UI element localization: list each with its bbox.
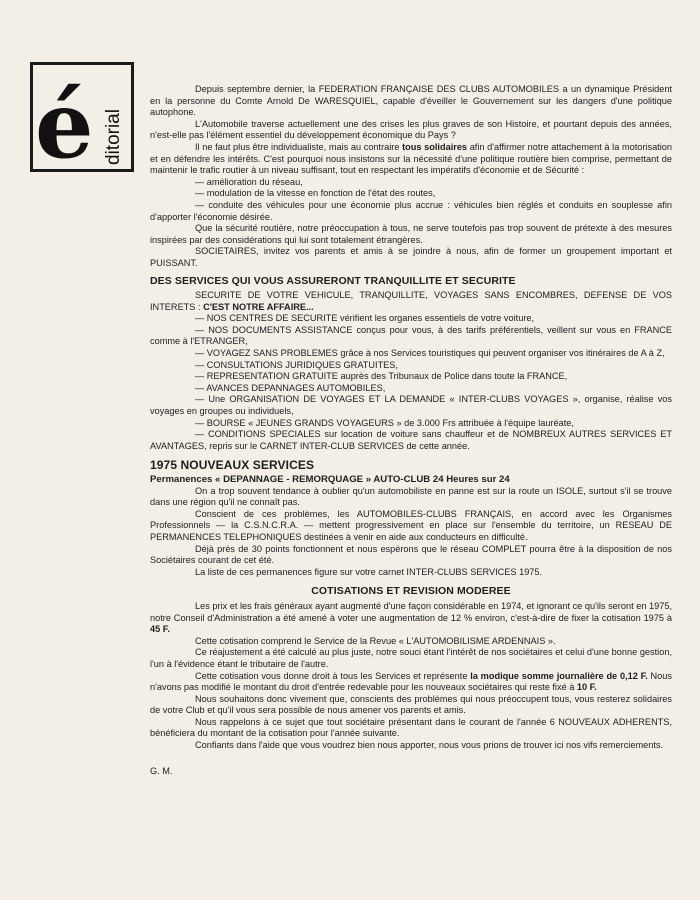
logo-word: ditorial xyxy=(103,109,124,165)
cotisations-paragraph-6: Nous rappelons à ce sujet que tout sociétaire présentant dans le courant de l'année 6 NOUVEAUX ADHERENTS, bénéficiera du montant de la cotisation pour l'année suivante. xyxy=(150,716,672,739)
cotisations-paragraph-1: Les prix et les frais généraux ayant augmenté d'une façon considérable en 1974, et ignorant ce qu'ils seront en 1975, notre Conseil d'Administration a été amené à voter une augmentation de 12 % environ, c'est-à-dire de fixer la cotisation 1975 à 45 F. xyxy=(150,600,672,635)
cotisations-paragraph-5: Nous souhaitons donc vivement que, conscients des problèmes qui nous préoccupent tous, vous resterez solidaires de votre Club et qu'il vous sera possible de nous amener vos parents et amis. xyxy=(150,693,672,716)
service-item: — AVANCES DEPANNAGES AUTOMOBILES, xyxy=(195,382,386,393)
signature: G. M. xyxy=(150,765,173,776)
services-intro: SECURITE DE VOTRE VEHICULE, TRANQUILLITE, VOYAGES SANS ENCOMBRES, DEFENSE DE VOS INTERETS : C'EST NOTRE AFFAIRE... xyxy=(150,290,672,312)
nouveaux-paragraph-4: La liste de ces permanences figure sur votre carnet INTER-CLUBS SERVICES 1975. xyxy=(195,566,543,577)
editorial-logo xyxy=(30,62,134,172)
intro-paragraph-3: Il ne faut plus être individualiste, mais au contraire tous solidaires afin d'affirmer notre attachement à la motorisation et en défendre les intérêts. C'est pourquoi nous insistons sur la nécessité d'une politique routière bien comprise, permettant de maintenir le trafic routier à un niveau suffisant, tout en respectant les impératifs d'économie et de Sécurité : xyxy=(150,141,672,176)
permanences-subheading: Permanences « DEPANNAGE - REMORQUAGE » AUTO-CLUB 24 Heures sur 24 xyxy=(150,474,510,485)
service-item: — CONDITIONS SPECIALES sur location de voiture sans chauffeur et de NOMBREUX AUTRES SERVICES ET AVANTAGES, repris sur le CARNET INTER-CLUB SERVICES de cette année. xyxy=(150,429,672,451)
service-item: — REPRESENTATION GRATUITE auprès des Tribunaux de Police dans toute la FRANCE, xyxy=(195,371,568,382)
intro-bullet-2: — modulation de la vitesse en fonction de l'état des routes, xyxy=(195,188,436,199)
intro-paragraph-1: Depuis septembre dernier, la FEDERATION FRANÇAISE DES CLUBS AUTOMOBILES a un dynamique Président en la personne du Comte Arnold De WARESQUIEL, capable d'éveiller le Gouvernement sur les dangers d'une politique autophone. xyxy=(150,84,672,118)
intro-bullet-1: — amélioration du réseau, xyxy=(195,176,303,187)
cotisations-paragraph-2: Cette cotisation comprend le Service de la Revue « L'AUTOMOBILISME ARDENNAIS ». xyxy=(195,635,556,646)
intro-bullet-3: — conduite des véhicules pour une économie plus accrue : véhicules bien réglés et conduits en souplesse afin d'apporter l'économie désirée. xyxy=(150,199,672,222)
intro-paragraph-5: SOCIETAIRES, invitez vos parents et amis à se joindre à nous, afin de former un groupement important et PUISSANT. xyxy=(150,246,672,268)
nouveaux-services-heading: 1975 NOUVEAUX SERVICES xyxy=(150,458,315,473)
cotisations-paragraph-4: Cette cotisation vous donne droit à tous les Services et représente la modique somme journalière de 0,12 F. Nous n'avons pas modifié le montant du droit d'entrée redevable pour les nouveaux sociétaires qui reste fixé à 10 F. xyxy=(150,670,672,693)
nouveaux-paragraph-2: Conscient de ces problèmes, les AUTOMOBILES-CLUBS FRANÇAIS, en accord avec les Organismes Professionnels — la C.S.N.C.R.A. — mettent progressivement en place sur l'ensemble du territoire, un RESEAU DE PERMANENCES TELEPHONIQUES destinées à venir en aide aux conducteurs en difficulté. xyxy=(150,508,672,542)
nouveaux-paragraph-1: On a trop souvent tendance à oublier qu'un automobiliste en panne est sur la route un ISOLE, surtout s'il se trouve dans une région qu'il ne connaît pas. xyxy=(150,485,672,508)
cotisations-heading: COTISATIONS ET REVISION MODEREE xyxy=(311,585,511,598)
cotisations-paragraph-3: Ce réajustement a été calculé au plus juste, notre souci étant l'intérêt de nos sociétaires et celui d'une bonne gestion, l'un à l'évidence étant le tributaire de l'autre. xyxy=(150,647,672,669)
logo-big-letter: é xyxy=(35,71,94,169)
intro-paragraph-4: Que la sécurité routière, notre préoccupation à tous, ne serve toutefois pas trop souvent de prétexte à des mesures inspirées par des considérations qui lui sont totalement étrangères. xyxy=(150,223,672,245)
service-item: — NOS CENTRES DE SECURITE vérifient les organes essentiels de votre voiture, xyxy=(195,313,535,324)
service-item: — BOURSE « JEUNES GRANDS VOYAGEURS » de 3.000 Frs attribuée à l'équipe lauréate, xyxy=(195,417,574,428)
service-item: — NOS DOCUMENTS ASSISTANCE conçus pour vous, à des tarifs préférentiels, veillent sur vous en FRANCE comme à l'ETRANGER, xyxy=(150,324,672,347)
editorial-body xyxy=(150,84,672,777)
editorial-logo-graphic xyxy=(33,65,131,169)
intro-paragraph-2: L'Automobile traverse actuellement une des crises les plus graves de son Histoire, et pourtant depuis des années, n'est-elle pas l'élément essentiel du développement économique du Pays ? xyxy=(150,118,672,141)
nouveaux-paragraph-3: Déjà près de 30 points fonctionnent et nous espérons que le réseau COMPLET pourra être à la disposition de nos Sociétaires courant de cet été. xyxy=(150,543,672,566)
solidaires-emphasis: tous solidaires xyxy=(402,141,468,152)
service-item: — Une ORGANISATION DE VOYAGES ET LA DEMANDE « INTER-CLUBS VOYAGES », organise, réalise vos voyages en groupes ou individuels, xyxy=(150,394,672,417)
service-item: — CONSULTATIONS JURIDIQUES GRATUITES, xyxy=(195,359,398,370)
cotisations-paragraph-7: Confiants dans l'aide que vous voudrez bien nous apporter, nous vous prions de trouver ici nos vifs remerciements. xyxy=(195,740,664,751)
services-heading: DES SERVICES QUI VOUS ASSURERONT TRANQUILLITE ET SECURITE xyxy=(150,274,516,287)
service-item: — VOYAGEZ SANS PROBLEMES grâce à nos Services touristiques qui peuvent organiser vos itinéraires de A à Z, xyxy=(195,348,665,359)
